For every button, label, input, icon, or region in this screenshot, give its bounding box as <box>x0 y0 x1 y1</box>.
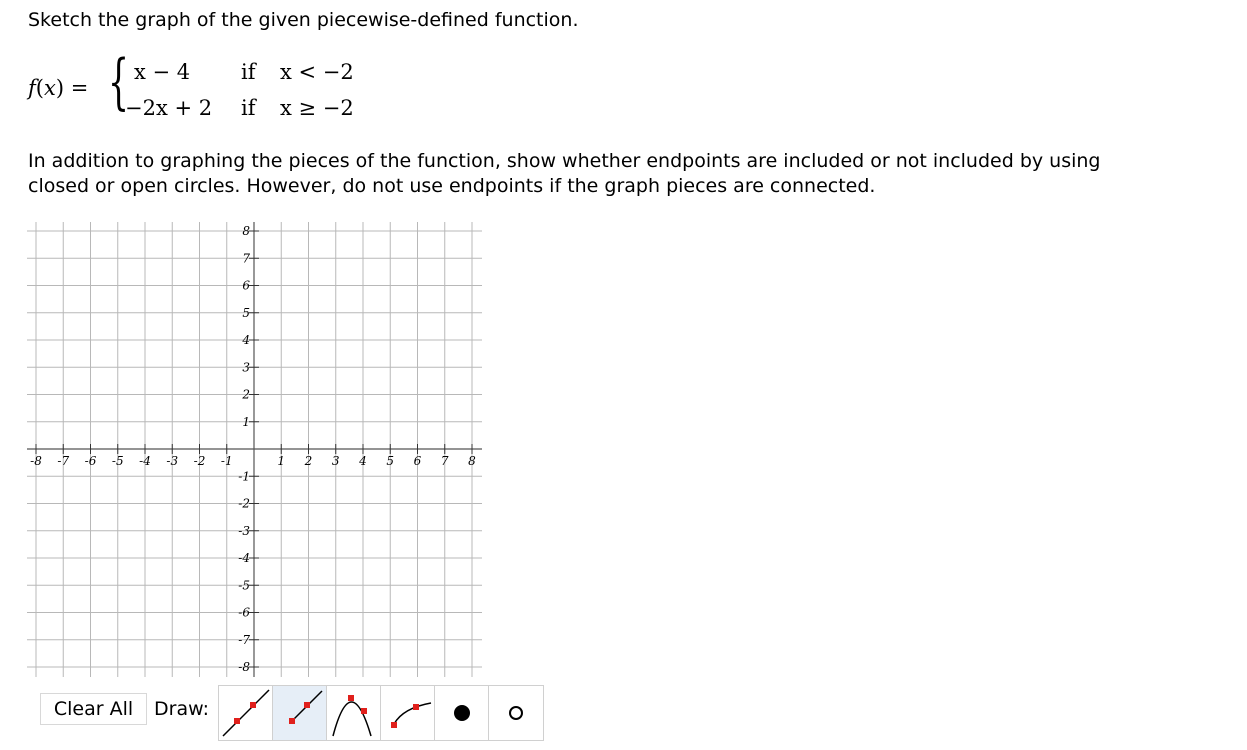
line-icon <box>219 686 272 740</box>
y-tick-label: 2 <box>242 387 250 402</box>
y-tick-label: -6 <box>238 605 250 620</box>
piecewise-brace: { <box>108 47 130 117</box>
instruction-text: Sketch the graph of the given piecewise-defined function. <box>28 9 579 31</box>
endpoint-note: In addition to graphing the pieces of the function, show whether endpoints are included or not included by using closed or open circles. However, do not use endpoints if the graph pieces are connected. <box>28 150 1101 197</box>
piece-1-expression: x − 4 <box>134 60 191 84</box>
segment-tool[interactable] <box>273 686 327 740</box>
x-tick-label: -4 <box>139 454 151 468</box>
function-label: f(x) = <box>28 76 89 100</box>
x-tick-label: -5 <box>111 454 124 468</box>
y-tick-label: 6 <box>242 278 250 293</box>
piece-1-if: if <box>241 60 256 84</box>
x-tick-label: -3 <box>166 454 179 468</box>
x-tick-label: 1 <box>277 454 286 468</box>
x-tick-label: -2 <box>193 454 206 468</box>
parabola-tool[interactable] <box>327 686 381 740</box>
closed-point-tool[interactable] <box>435 686 489 740</box>
y-tick-label: -1 <box>238 469 250 484</box>
closed-circle-icon <box>435 686 488 740</box>
curve-tool[interactable] <box>381 686 435 740</box>
y-tick-label: 7 <box>242 251 250 266</box>
x-tick-label: 4 <box>359 454 367 468</box>
y-tick-label: -8 <box>238 660 250 674</box>
piece-2-condition: x ≥ −2 <box>280 96 354 120</box>
x-tick-label: 6 <box>413 454 422 468</box>
x-tick-label: 5 <box>386 454 395 468</box>
graph-canvas[interactable] <box>27 222 482 677</box>
y-tick-label: 4 <box>242 333 250 347</box>
x-tick-label: 2 <box>304 454 313 468</box>
y-tick-label: 3 <box>242 360 250 375</box>
x-tick-label: -6 <box>84 454 97 468</box>
y-tick-label: -3 <box>238 523 250 538</box>
y-tick-label: -2 <box>238 496 250 511</box>
y-tick-label: -7 <box>238 632 250 647</box>
coordinate-graph[interactable] <box>27 222 482 681</box>
clear-all-button[interactable]: Clear All <box>40 693 147 725</box>
y-tick-label: 1 <box>242 414 250 429</box>
parabola-icon <box>327 686 380 740</box>
piece-2-if: if <box>241 96 256 120</box>
fn-variable: x <box>43 76 56 100</box>
curve-icon <box>381 686 434 740</box>
x-tick-label: -8 <box>30 454 42 468</box>
y-tick-label: 5 <box>242 305 250 320</box>
y-tick-label: -5 <box>238 578 250 593</box>
line-tool[interactable] <box>219 686 273 740</box>
x-tick-label: 3 <box>331 454 340 468</box>
y-tick-label: -4 <box>238 551 250 565</box>
piece-1-condition: x < −2 <box>280 60 354 84</box>
open-circle-icon <box>489 686 543 740</box>
y-tick-label: 8 <box>242 224 250 238</box>
x-tick-label: -1 <box>220 454 233 468</box>
piece-2-expression: −2x + 2 <box>125 96 213 120</box>
open-point-tool[interactable] <box>489 686 543 740</box>
draw-label: Draw: <box>154 698 209 720</box>
tool-palette <box>218 685 544 741</box>
x-tick-label: -7 <box>57 454 70 468</box>
x-tick-label: 7 <box>440 454 449 468</box>
x-tick-label: 8 <box>468 454 476 468</box>
fn-name: f <box>28 76 36 100</box>
segment-icon <box>273 686 326 740</box>
